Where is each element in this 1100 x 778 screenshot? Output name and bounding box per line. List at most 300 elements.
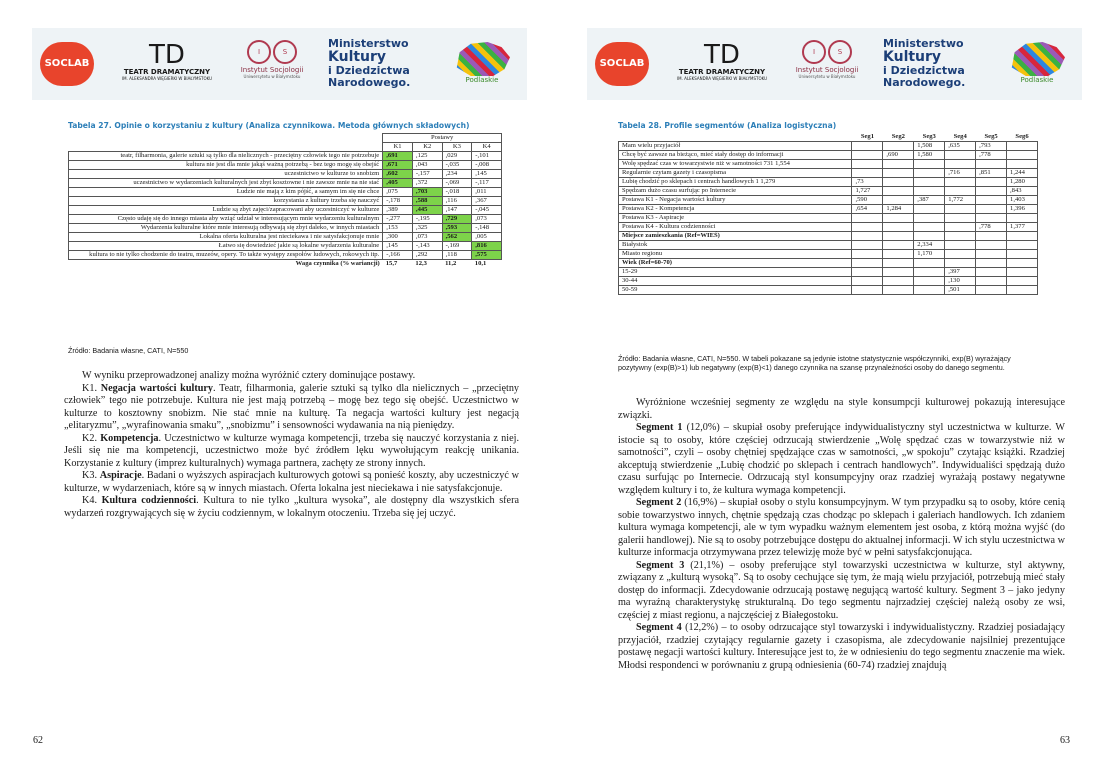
table-28-row [619, 187, 1038, 196]
table-27-cell: ,445 [412, 206, 442, 215]
table-27-cell: -,195 [412, 215, 442, 224]
table-28-cell [976, 250, 1007, 259]
table-27-row-label: Często udaję się do innego miasta aby wziąć udział w interesującym mnie wydarzeniu kulturalnym [69, 215, 383, 224]
table-28-row [619, 268, 1038, 277]
table-28-cell [883, 259, 914, 268]
table-27-row-label: korzystania z kultury trzeba się nauczyć [69, 197, 383, 206]
table-28-cell: ,635 [945, 142, 976, 151]
table-28-cell [852, 232, 883, 241]
table-27-cell: -,169 [442, 242, 472, 251]
right-body-text [618, 397, 1065, 672]
table-28-row-label: 50-59 [619, 286, 852, 295]
table-27-cell: -,277 [383, 215, 413, 224]
table-28-cell: ,73 [852, 178, 883, 187]
table-27-row-label: Łatwo się dowiedzieć jakie są lokalne wydarzenia kulturalne [69, 242, 383, 251]
teatr-dramatyczny-logo [120, 42, 214, 92]
table-28-row-label: Postawa K1 - Negacja wartości kultury [619, 196, 852, 205]
table-27-column-header: K2 [412, 143, 442, 152]
table-27-cell: ,005 [472, 233, 502, 242]
table-28-row-label: 30-44 [619, 277, 852, 286]
paragraph [64, 370, 519, 383]
table-28-cell [914, 232, 945, 241]
table-27-row-label: Ludzie nie mają z kim pójść, a samym im się nie chce [69, 188, 383, 197]
table-28-row [619, 277, 1038, 286]
table-28-cell [976, 268, 1007, 277]
ios-circle-1: I [802, 40, 826, 64]
table-27-caption: Tabela 27. Opinie o korzystaniu z kultury (Analiza czynnikowa. Metoda głównych składowych) [68, 121, 470, 130]
table-27-row [69, 206, 502, 215]
table-28-cell [914, 223, 945, 232]
table-28-cell: 1,403 [1007, 196, 1038, 205]
table-28-cell: ,387 [914, 196, 945, 205]
table-28-cell: 1,170 [914, 250, 945, 259]
table-28-row [619, 169, 1038, 178]
page-number-left: 62 [33, 735, 43, 746]
table-27-cell: -,166 [383, 251, 413, 260]
table-27-row [69, 251, 502, 260]
table-27-cell: ,011 [472, 188, 502, 197]
table-27-row [69, 170, 502, 179]
table-27-column-header: K3 [442, 143, 472, 152]
table-28-cell [883, 196, 914, 205]
table-28-cell [852, 286, 883, 295]
table-28-row [619, 286, 1038, 295]
table-28-row-label: Postawa K3 - Aspiracje [619, 214, 852, 223]
table-27-cell: ,073 [412, 233, 442, 242]
paragraph-term: Segment 4 [636, 622, 682, 633]
soclab-logo: SOCLAB [595, 42, 649, 86]
podlaskie-logo-name: Podlaskie [465, 76, 499, 84]
table-28-cell: 1,396 [1007, 205, 1038, 214]
table-27-column-header: K4 [472, 143, 502, 152]
paragraph-term: Segment 1 [636, 422, 683, 433]
table-27-row-label: uczestnictwo w kulturze to snobizm [69, 170, 383, 179]
mkidn-line-2: Kultury [328, 49, 387, 65]
table-27-cell: -,035 [442, 161, 472, 170]
paragraph-term: Kultura codzienności [101, 495, 197, 506]
paragraph-text: (12,0%) – skupiał osoby preferujące indywidualistyczny styl uczestnictwa w kulturze. W istocie są to osoby, które częściej odrzucają stwierdzenie „Wolę spędzać czas w towarzystwie niż w samotności”, czyli – osoby chętniej spędzające czas w samotności, „w spokoju” czytając książki. Rzadziej akceptują stwierdzenie „Lubię chodzić po sklepach i centrach handlowych”. Indywidualiści spędzają dużo czasu surfując po Internecie. Odrzucają styl konsumpcyjny oraz rzadziej wyrażają postawy negatywne względem kultury i to, że kultura wymaga kompetencji. [618, 422, 1065, 496]
table-28-column-header: Seg5 [976, 133, 1007, 142]
mkidn-line-4: Narodowego. [328, 76, 411, 89]
table-28-row [619, 160, 1038, 169]
table-27-cell: ,145 [472, 170, 502, 179]
table-27-cell: ,043 [412, 161, 442, 170]
table-28-cell [976, 196, 1007, 205]
table-28-cell [883, 250, 914, 259]
logo-bar [587, 28, 1082, 100]
teatr-logo-mark: TD [149, 40, 185, 70]
table-27-row [69, 215, 502, 224]
table-28-row-label: 15-29 [619, 268, 852, 277]
table-28-cell [852, 151, 883, 160]
table-27-row [69, 179, 502, 188]
table-28-cell: 1,280 [1007, 178, 1038, 187]
table-28-cell [852, 268, 883, 277]
teatr-logo-mark: TD [704, 40, 740, 70]
table-28-cell [852, 142, 883, 151]
table-27-corner [69, 134, 383, 143]
table-27-row [69, 161, 502, 170]
table-27-group-header: Postawy [383, 134, 502, 143]
paragraph [618, 622, 1065, 672]
table-28-cell [914, 286, 945, 295]
table-28-row-label: Postawa K4 - Kultura codzienności [619, 223, 852, 232]
table-28-cell [852, 259, 883, 268]
table-28-cell [883, 241, 914, 250]
mkidn-line-3: i Dziedzictwa [883, 64, 965, 77]
table-27-cell: ,691 [383, 152, 413, 161]
table-28-cell [945, 250, 976, 259]
table-28-row [619, 205, 1038, 214]
table-28-row-label: Regularnie czytam gazety i czasopisma [619, 169, 852, 178]
table-28-cell: 1,580 [914, 151, 945, 160]
paragraph-term: Segment 3 [636, 559, 685, 571]
table-28-cell [914, 277, 945, 286]
ios-logo-name: Instytut Socjologii [795, 66, 859, 74]
ministerstwo-kultury-logo [328, 38, 438, 94]
ios-circle-2: S [273, 40, 297, 64]
table-27-cell: ,116 [442, 197, 472, 206]
table-27-row-label: Ludzie są zbyt zajęci/zapracowani aby uczestniczyć w kulturze [69, 206, 383, 215]
paragraph [618, 497, 1065, 560]
table-27-cell: -,117 [472, 179, 502, 188]
bison-icon [1009, 42, 1065, 76]
table-27-row [69, 152, 502, 161]
table-27-footer-label: Waga czynnika (% wariancji) [295, 260, 380, 267]
table-27-cell: ,153 [383, 224, 413, 233]
table-27-cell: ,292 [412, 251, 442, 260]
table-28-column-header: Seg4 [945, 133, 976, 142]
table-27-footer-cell: 15,7 [385, 260, 398, 267]
table-28-cell: ,778 [976, 151, 1007, 160]
ios-logo-sub: Uniwersytetu w Białymstoku [798, 74, 856, 79]
teatr-dramatyczny-logo [675, 42, 769, 92]
table-28-row-label: Chcę być zawsze na bieżąco, mieć stały dostęp do informacji [619, 151, 852, 160]
table-28-cell [976, 160, 1007, 169]
table-27-cell: ,816 [472, 242, 502, 251]
table-27-row-label: Wydarzenia kulturalne które mnie interesują odbywają się zbyt daleko, w innych miastach [69, 224, 383, 233]
table-27-row-label: Lokalna oferta kulturalna jest nieciekawa i nie satysfakcjonuje mnie [69, 233, 383, 242]
table-28-cell [1007, 214, 1038, 223]
table-27-cell: ,118 [442, 251, 472, 260]
table-27-cell: ,389 [383, 206, 413, 215]
mkidn-line-3: i Dziedzictwa [328, 64, 410, 77]
table-28-row [619, 241, 1038, 250]
table-28-caption: Tabela 28. Profile segmentów (Analiza logistyczna) [618, 121, 837, 130]
table-28-cell [945, 214, 976, 223]
table-27-group-header-row [69, 134, 502, 143]
table-27-cell: -,008 [472, 161, 502, 170]
table-27-row [69, 188, 502, 197]
table-28-row [619, 259, 1038, 268]
table-28-cell: 1,772 [945, 196, 976, 205]
soclab-logo: SOCLAB [40, 42, 94, 86]
table-27-column-header: K1 [383, 143, 413, 152]
paragraph-text: (12,2%) – to osoby odrzucające styl towarzyski i indywidualistyczny. Rzadziej posiadający przyjaciół, rzadziej czytający regularnie gazety i czasopisma, ale zdecydowanie najsilniej prezentujące postawę negacji wartości kultury. Interesujące jest to, że w odniesieniu do tego segmentu znaczenie ma wiek. Młodsi respondenci w porównaniu z grupą odniesienia (60-74) rzadziej znajdują [618, 622, 1065, 671]
table-28-cell: ,793 [976, 142, 1007, 151]
table-27-row [69, 242, 502, 251]
table-28-cell: 1,508 [914, 142, 945, 151]
table-28-cell [945, 241, 976, 250]
table-27-row-label: kultura to nie tylko chodzenie do teatru, muzeów, opery. To także występy zespołów ludowych, rokowych itp. [69, 251, 383, 260]
table-28-cell: ,843 [1007, 187, 1038, 196]
paragraph-term: Kompetencja [100, 432, 159, 444]
table-28-cell [976, 214, 1007, 223]
table-28-cell [883, 187, 914, 196]
table-28-row-label: Postawa K2 - Kompetencja [619, 205, 852, 214]
table-27-cell: -,069 [442, 179, 472, 188]
table-28-cell: ,130 [945, 277, 976, 286]
table-28-cell [914, 214, 945, 223]
table-28-row [619, 151, 1038, 160]
table-27-row [69, 224, 502, 233]
table-28-cell [1007, 241, 1038, 250]
table-28-row [619, 232, 1038, 241]
table-27-row-label: teatr, filharmonia, galerie sztuki są tylko dla nielicznych - przeciętny człowiek tego nie potrzebuje [69, 152, 383, 161]
table-28-cell [945, 160, 976, 169]
table-27-cell: ,588 [412, 197, 442, 206]
table-28-cell [852, 241, 883, 250]
table-27-cell: ,147 [442, 206, 472, 215]
table-28-cell [1007, 286, 1038, 295]
table-28-cell [1007, 160, 1038, 169]
table-28-cell [945, 223, 976, 232]
mkidn-line-1: Ministerstwo [328, 37, 409, 50]
table-28-cell [852, 277, 883, 286]
table-28-cell: 1,244 [1007, 169, 1038, 178]
table-28-cell [883, 223, 914, 232]
table-27-cell: ,075 [383, 188, 413, 197]
table-28-cell: ,851 [976, 169, 1007, 178]
table-27-cell: -,045 [472, 206, 502, 215]
table-28-cell [883, 214, 914, 223]
table-28-cell: ,590 [852, 196, 883, 205]
table-28-cell [945, 151, 976, 160]
right-page [565, 0, 1095, 778]
table-27-cell: -,157 [412, 170, 442, 179]
table-27-cell: -,143 [412, 242, 442, 251]
table-28-cell [883, 169, 914, 178]
table-28-cell [976, 259, 1007, 268]
table-28-cell [883, 178, 914, 187]
table-28-cell [852, 250, 883, 259]
table-27-column-header-row [69, 143, 502, 152]
table-27-row [69, 197, 502, 206]
paragraph-text: K3. [82, 470, 100, 481]
table-28-cell [976, 286, 1007, 295]
logo-bar [32, 28, 527, 100]
paragraph-term: Negacja wartości kultury [100, 382, 214, 394]
table-27-row-label: kultura nie jest dla mnie jakąś ważną potrzebą - bez tego mogę się obejść [69, 161, 383, 170]
table-28-cell [945, 187, 976, 196]
table-28-cell [914, 160, 945, 169]
table-28-cell [976, 205, 1007, 214]
table-28-cell [1007, 259, 1038, 268]
paragraph-text: . Uczestnictwo w kulturze wymaga kompetencji, trzeba się nauczyć korzystania z niej. Jeśli się nie ma kompetencji, uczestnictwo może być źródłem lęku wywołującym reakcję unikania. Korzystanie z kultury (imprez kulturalnych) wymaga partnera, zachęty ze strony innych. [64, 432, 520, 469]
table-28-cell [883, 142, 914, 151]
mkidn-line-1: Ministerstwo [883, 37, 964, 50]
table-27-cell: ,234 [442, 170, 472, 179]
table-28-cell [883, 277, 914, 286]
table-28-row [619, 178, 1038, 187]
mkidn-line-2: Kultury [883, 49, 942, 65]
table-27-cell: ,729 [442, 215, 472, 224]
table-28-cell [852, 160, 883, 169]
paragraph-term: Segment 2 [636, 497, 682, 508]
instytut-socjologii-logo [787, 40, 867, 92]
table-28-row [619, 196, 1038, 205]
table-28 [618, 133, 1038, 295]
paragraph [618, 397, 1065, 422]
table-28-cell [914, 178, 945, 187]
table-28-cell [976, 277, 1007, 286]
table-28-cell: ,501 [945, 286, 976, 295]
table-28-cell [852, 223, 883, 232]
table-28-row-label: Mam wielu przyjaciół [619, 142, 852, 151]
table-27-cell: ,602 [383, 170, 413, 179]
table-27-cell: -,018 [442, 188, 472, 197]
paragraph-text: (21,1%) – osoby preferujące styl towarzyski uczestnictwa w kulturze, styl aktywny, związany z „kulturą wysoką”. Są to osoby cechujące się tym, że mają wielu przyjaciół, potrzebują mieć stały dostęp do informacji. Zdecydowanie odrzucają postawę negującą wartość kultury. Segment 3 – jako jedyny ma wyraźną charakterystykę strukturalną. Do tego segmentu najrzadziej częściej należą osoby ze wsi, częściej z miast regionu, a najczęściej z Białegostoku. [618, 559, 1065, 621]
table-28-cell [1007, 232, 1038, 241]
table-27-corner [69, 143, 383, 152]
table-27-cell: ,300 [383, 233, 413, 242]
table-28-cell [852, 214, 883, 223]
ios-logo-sub: Uniwersytetu w Białymstoku [243, 74, 301, 79]
table-28-row-label: Wolę spędzać czas w towarzystwie niż w samotności 731 1,554 [619, 160, 852, 169]
table-28-cell: ,690 [883, 151, 914, 160]
ios-circle-1: I [247, 40, 271, 64]
table-28-column-header: Seg1 [852, 133, 883, 142]
table-28-row-label: Spędzam dużo czasu surfując po Internecie [619, 187, 852, 196]
table-28-row [619, 214, 1038, 223]
table-27 [68, 133, 502, 268]
table-28-cell: 2,334 [914, 241, 945, 250]
table-28-cell [976, 187, 1007, 196]
table-28-cell [976, 241, 1007, 250]
table-28-cell [883, 286, 914, 295]
table-27-footer-cell: 10,1 [474, 260, 487, 267]
table-27-row-label: uczestnictwo w wydarzeniach kulturalnych jest zbyt kosztowne i nie zawsze mnie na nie stać [69, 179, 383, 188]
table-28-row-label: Miasto regionu [619, 250, 852, 259]
table-28-header-row [619, 133, 1038, 142]
table-27-cell: ,325 [412, 224, 442, 233]
ios-circle-2: S [828, 40, 852, 64]
paragraph-text: . Badani o wyższych aspiracjach kulturowych gotowi są ponieść koszty, aby uczestniczyć w kulturze, w wydarzeniach, które są w innych miastach. Oferta lokalna jest nieciekawa i nie satysfakcjonuje. [64, 470, 520, 494]
table-28-cell: 1,727 [852, 187, 883, 196]
table-27-cell: ,367 [472, 197, 502, 206]
table-27-cell: ,125 [412, 152, 442, 161]
paragraph [64, 433, 519, 471]
table-27-cell: ,703 [412, 188, 442, 197]
table-28-cell: ,716 [945, 169, 976, 178]
paragraph-text: K1. [82, 382, 101, 394]
table-27-cell: -,148 [472, 224, 502, 233]
paragraph-text: K4. [82, 495, 102, 506]
table-27-cell: ,029 [442, 152, 472, 161]
mkidn-line-4: Narodowego. [883, 76, 966, 89]
table-28-cell [1007, 142, 1038, 151]
table-27-cell: ,562 [442, 233, 472, 242]
table-28-cell [945, 178, 976, 187]
table-27-cell: ,575 [472, 251, 502, 260]
table-28-cell [852, 169, 883, 178]
table-28-column-header: Seg3 [914, 133, 945, 142]
table-28-row-label: Miejsce zamieszkania (Ref=WIEŚ) [619, 232, 852, 241]
table-28-cell [883, 160, 914, 169]
teatr-logo-name: TEATR DRAMATYCZNY [123, 68, 211, 76]
table-28-cell: 1,377 [1007, 223, 1038, 232]
table-27-cell: ,671 [383, 161, 413, 170]
table-27-cell: -,178 [383, 197, 413, 206]
table-27-footer-cell: 11,2 [445, 260, 457, 267]
table-27-cell: ,405 [383, 179, 413, 188]
podlaskie-logo [1005, 42, 1069, 92]
table-27-cell: ,073 [472, 215, 502, 224]
ios-logo-name: Instytut Socjologii [240, 66, 304, 74]
table-28-row-label: Wiek (Ref=60-70) [619, 259, 852, 268]
page-number-right: 63 [1060, 735, 1070, 746]
table-28-row [619, 142, 1038, 151]
bison-icon [454, 42, 510, 76]
paragraph [64, 495, 519, 520]
podlaskie-logo [450, 42, 514, 92]
table-28-row-label: Lubię chodzić po sklepach i centrach handlowych 1 1,279 [619, 178, 852, 187]
table-27-cell: ,372 [412, 179, 442, 188]
teatr-logo-name: TEATR DRAMATYCZNY [678, 68, 766, 76]
table-28-cell: ,778 [976, 223, 1007, 232]
table-28-cell [914, 259, 945, 268]
table-28-cell [945, 205, 976, 214]
paragraph-term: Aspiracje [99, 470, 142, 481]
table-28-cell [914, 187, 945, 196]
table-27-cell: ,593 [442, 224, 472, 233]
table-28-row [619, 250, 1038, 259]
left-body-text [64, 370, 519, 520]
paragraph-text: K2. [82, 432, 101, 444]
paragraph-text: Wyróżnione wcześniej segmenty ze względu na style konsumpcji kulturowej pokazują interesujące związki. [618, 397, 1065, 421]
paragraph [64, 470, 519, 495]
paragraph-text: (16,9%) – skupiał osoby o stylu konsumpcyjnym. W tym przypadku są to osoby, które cenią sobie towarzystwo innych, chętnie spędzają czas chodząc po sklepach i galeriach handlowych. Ich zdaniem kultura wymaga kompetencji, ale w tym wypadku ważnym elementem jest osoba, z którą można wyjść (do galerii handlowej). Nie są to osoby potrzebujące dostępu do aktualnej informacji. W ich stylu uczestnictwa w kulturze informacja otrzymywana przez telewizję może być w pełni satysfakcjonująca. [618, 497, 1065, 558]
table-28-column-header: Seg2 [883, 133, 914, 142]
instytut-socjologii-logo [232, 40, 312, 92]
table-28-corner [619, 133, 852, 142]
paragraph [618, 560, 1065, 623]
table-28-cell [945, 259, 976, 268]
table-28-cell [976, 232, 1007, 241]
table-27-footer-cell: 12,3 [415, 260, 427, 267]
table-28-cell [914, 268, 945, 277]
table-28-cell [1007, 151, 1038, 160]
table-28-column-header: Seg6 [1007, 133, 1038, 142]
table-27-cell: ,145 [383, 242, 413, 251]
table-28-cell [945, 232, 976, 241]
table-28-cell: 1,284 [883, 205, 914, 214]
table-28-cell [883, 268, 914, 277]
paragraph-text: . Kultura to nie tylko „kultura wysoka”, ale dostępny dla wszystkich sfera wydarzeń rozgrywających się w życiu codziennym, w lokalnym otoczeniu. Trzeba się jej uczyć. [64, 495, 519, 519]
table-28-cell [1007, 277, 1038, 286]
table-27-footer-row [69, 260, 502, 269]
table-27-cell: -,101 [472, 152, 502, 161]
paragraph-text: . Teatr, filharmonia, galerie sztuki są tylko dla nielicznych – „przeciętny człowiek” tego nie potrzebuje. Kultura nie jest mają potrzebą – mogę bez tego się obejść. Uczestnictwo w kulturze to kosztowny snobizm. Nie stać mnie na kulturę. Ta negacja wartości kultury jest negacją „elitaryzmu”, „wyrafinowania smaku”, „snobizmu” i sensowności wydawania na nią pieniędzy. [64, 382, 520, 431]
table-28-cell [883, 232, 914, 241]
table-28-cell: ,654 [852, 205, 883, 214]
teatr-logo-sub: IM. ALEKSANDRA WĘGIERKI W BIAŁYMSTOKU [676, 76, 768, 81]
table-28-cell [976, 178, 1007, 187]
paragraph [618, 422, 1065, 497]
left-page [10, 0, 540, 778]
table-28-source: Źródło: Badania własne, CATI, N=550. W tabeli pokazane są jedynie istotne statystycznie współczynniki, exp(B) wyrażający pozytywny (exp(B)>1) lub negatywny (exp(B)<1) danego czynnika na szansę przynależności osoby do danego segmentu. [618, 354, 1011, 372]
table-28-row-label: Białystok [619, 241, 852, 250]
